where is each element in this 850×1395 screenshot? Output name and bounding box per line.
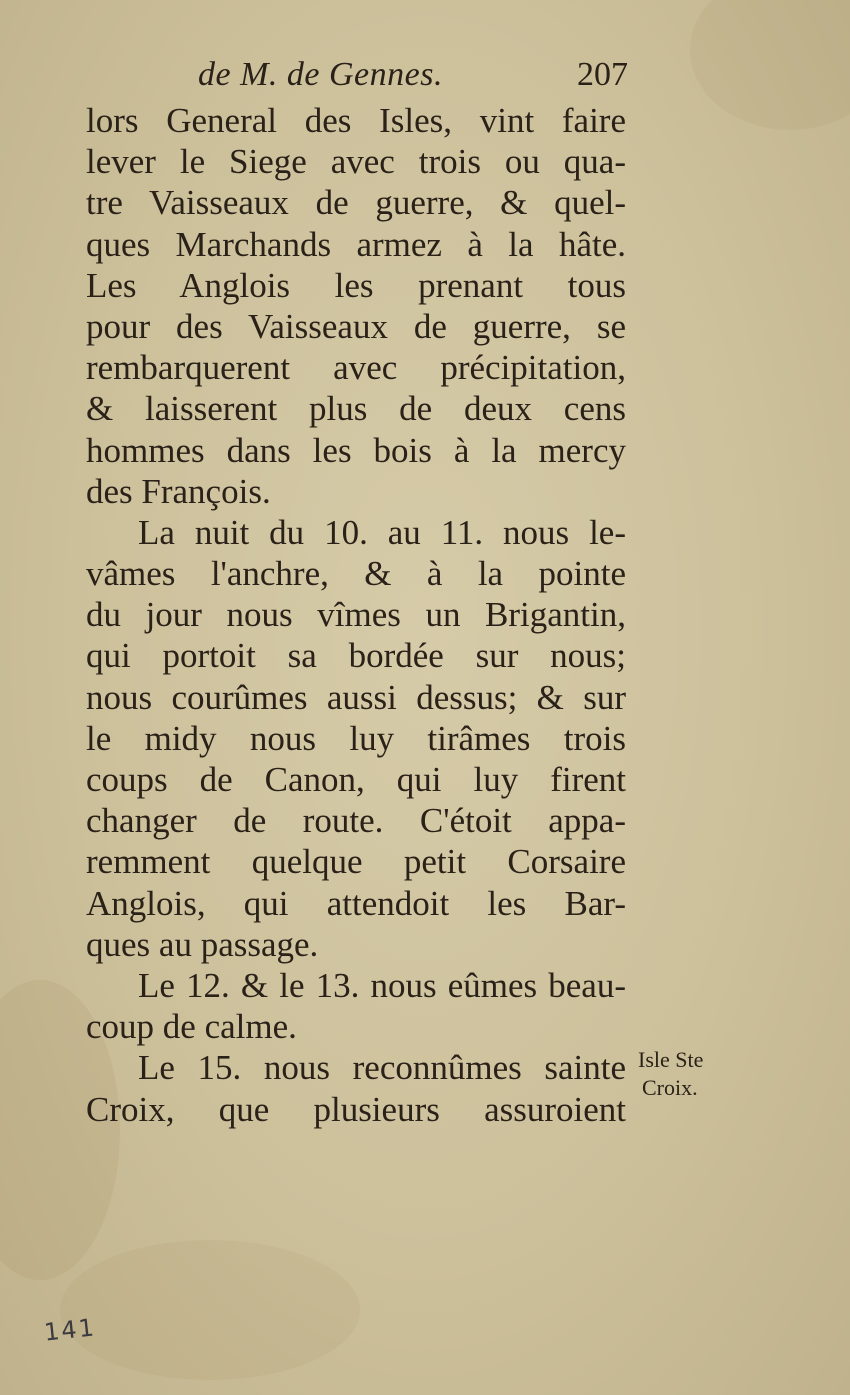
text-line: remment quelque petit Corsaire xyxy=(86,842,626,882)
text-line: nous courûmes aussi dessus; & sur xyxy=(86,677,626,717)
page-number: 207 xyxy=(577,56,628,93)
text-line: hommes dans les bois à la mercy xyxy=(86,430,626,470)
margin-note-line: Croix. xyxy=(642,1075,698,1100)
text-line: Le 12. & le 13. nous eûmes beau- xyxy=(138,965,626,1005)
paper-stain xyxy=(60,1240,360,1380)
text-line: & laisserent plus de deux cens xyxy=(86,389,626,429)
text-line: pour des Vaisseaux de guerre, se xyxy=(86,306,626,346)
margin-note-line: Isle Ste xyxy=(638,1047,704,1072)
text-line: Le 15. nous reconnûmes sainte xyxy=(138,1048,626,1088)
handwritten-mark: 141 xyxy=(42,1313,98,1347)
text-line: le midy nous luy tirâmes trois xyxy=(86,718,626,758)
paper-stain xyxy=(690,0,850,130)
text-line: Anglois, qui attendoit les Bar- xyxy=(86,883,626,923)
page-header xyxy=(198,56,628,100)
text-line: Les Anglois les prenant tous xyxy=(86,265,626,305)
running-head: de M. de Gennes. xyxy=(198,56,443,93)
text-line: lever le Siege avec trois ou qua- xyxy=(86,142,626,182)
text-line: changer de route. C'étoit appa- xyxy=(86,801,626,841)
text-line: des François. xyxy=(86,471,271,511)
margin-note xyxy=(638,1046,748,1102)
text-line: qui portoit sa bordée sur nous; xyxy=(86,636,626,676)
text-line: rembarquerent avec précipitation, xyxy=(86,348,626,388)
text-line: tre Vaisseaux de guerre, & quel- xyxy=(86,183,626,223)
text-line: La nuit du 10. au 11. nous le- xyxy=(138,512,626,552)
text-line: lors General des Isles, vint faire xyxy=(86,101,626,140)
text-line: du jour nous vîmes un Brigantin, xyxy=(86,595,626,635)
text-line: vâmes l'anchre, & à la pointe xyxy=(86,554,626,594)
text-line: ques au passage. xyxy=(86,924,319,964)
body-text xyxy=(86,100,626,1130)
text-line: ques Marchands armez à la hâte. xyxy=(86,224,626,264)
text-line: coup de calme. xyxy=(86,1007,297,1047)
text-line: coups de Canon, qui luy firent xyxy=(86,760,626,799)
text-line: Croix, que plusieurs assuroient xyxy=(86,1089,626,1129)
